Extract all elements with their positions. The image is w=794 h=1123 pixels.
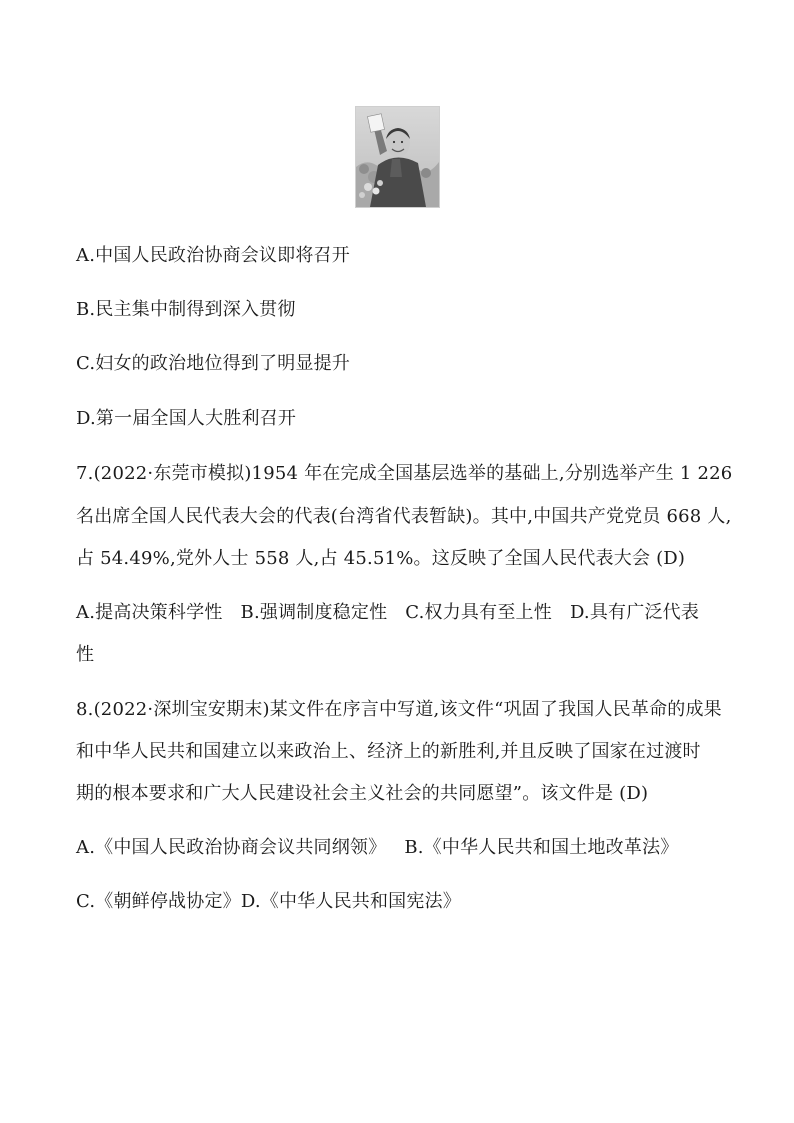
photo-illustration [356, 107, 439, 207]
q8-option-c: C.《朝鲜停战协定》 [76, 891, 241, 912]
q8-options-row-1 [76, 836, 678, 860]
q8-options-row-2 [76, 890, 461, 914]
q8-stem-line-1: 8.(2022·深圳宝安期末)某文件在序言中写道,该文件“巩固了我国人民革命的成果 [76, 699, 722, 720]
q8-stem-line-3: 期的根本要求和广大人民建设社会主义社会的共同愿望”。该文件是 (D) [76, 783, 649, 804]
q6-option-c: C.妇女的政治地位得到了明显提升 [76, 353, 351, 374]
q7-stem-line-1: 7.(2022·东莞市模拟)1954 年在完成全国基层选举的基础上,分别选举产生 1 226 [76, 463, 733, 484]
q7-option-d: D.具有广泛代表 [569, 602, 700, 623]
q7-option-c: C.权力具有至上性 [405, 602, 552, 623]
q7-option-a: A.提高决策科学性 [76, 602, 223, 623]
q8-option-a: A.《中国人民政治协商会议共同纲领》 [76, 837, 387, 858]
q7-stem-line-3: 占 54.49%,党外人士 558 人,占 45.51%。这反映了全国人民代表大会 (D) [76, 548, 686, 569]
q8-option-b: B.《中华人民共和国土地改革法》 [404, 837, 679, 858]
q8-stem-line-2: 和中华人民共和国建立以来政治上、经济上的新胜利,并且反映了国家在过渡时 [76, 741, 701, 762]
q7-option-d-wrap: 性 [76, 644, 95, 665]
q7-stem-line-2: 名出席全国人民代表大会的代表(台湾省代表暂缺)。其中,中国共产党党员 668 人, [76, 506, 732, 527]
q6-option-b: B.民主集中制得到深入贯彻 [76, 299, 296, 320]
q7-options-row [76, 601, 699, 625]
ballot-woman-photo [355, 106, 440, 208]
q7-option-b: B.强调制度稳定性 [240, 602, 388, 623]
q6-option-d: D.第一届全国人大胜利召开 [76, 408, 297, 429]
q8-option-d: D.《中华人民共和国宪法》 [240, 891, 461, 912]
q6-option-a: A.中国人民政治协商会议即将召开 [76, 245, 350, 266]
